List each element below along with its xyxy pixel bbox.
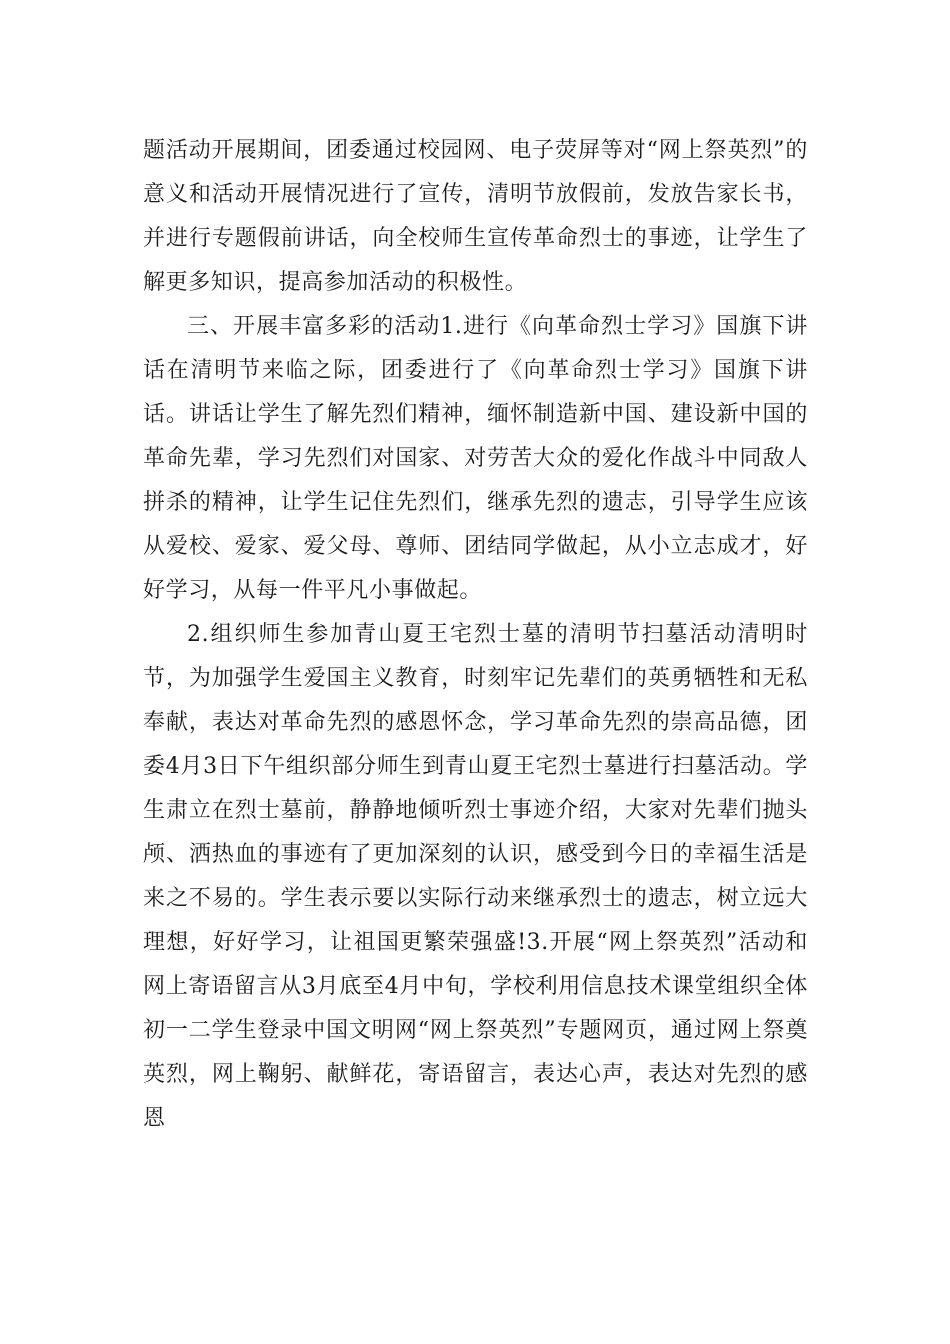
paragraph-tomb-sweeping: 2.组织师生参加青山夏王宅烈士墓的清明节扫墓活动清明时节，为加强学生爱国主义教育，时刻牢记先辈们的英勇牺牲和无私奉献，表达对革命先烈的感恩怀念，学习革命先烈的崇高品德，团委4月3日下午组织部分师生到青山夏王宅烈士墓进行扫墓活动。学生肃立在烈士墓前，静静地倾听烈士事迹介绍，大家对先辈们抛头颅、洒热血的事迹有了更加深刻的认识，感受到今日的幸福生活是来之不易的。学生表示要以实际行动来继承烈士的遗志，树立远大理想，好好学习，让祖国更繁荣强盛!3.开展“网上祭英烈”活动和网上寄语留言从3月底至4月中旬，学校利用信息技术课堂组织全体初一二学生登录中国文明网“网上祭英烈”专题网页，通过网上祭奠英烈，网上鞠躬、献鲜花，寄语留言，表达心声，表达对先烈的感恩 — [143, 622, 808, 1131]
document-body — [143, 129, 808, 1141]
paragraph-publicity: 题活动开展期间，团委通过校园网、电子荧屏等对“网上祭英烈”的意义和活动开展情况进行了宣传，清明节放假前，发放告家长书，并进行专题假前讲话，向全校师生宣传革命烈士的事迹，让学生了解更多知识，提高参加活动的积极性。 — [143, 138, 808, 295]
paragraph-activities-speech: 三、开展丰富多彩的活动1.进行《向革命烈士学习》国旗下讲话在清明节来临之际，团委进行了《向革命烈士学习》国旗下讲话。讲话让学生了解先烈们精神，缅怀制造新中国、建设新中国的革命先辈，学习先烈们对国家、对劳苦大众的爱化作战斗中同敌人拼杀的精神，让学生记住先烈们，继承先烈的遗志，引导学生应该从爱校、爱家、爱父母、尊师、团结同学做起，从小立志成才，好好学习，从每一件平凡小事做起。 — [143, 314, 808, 603]
